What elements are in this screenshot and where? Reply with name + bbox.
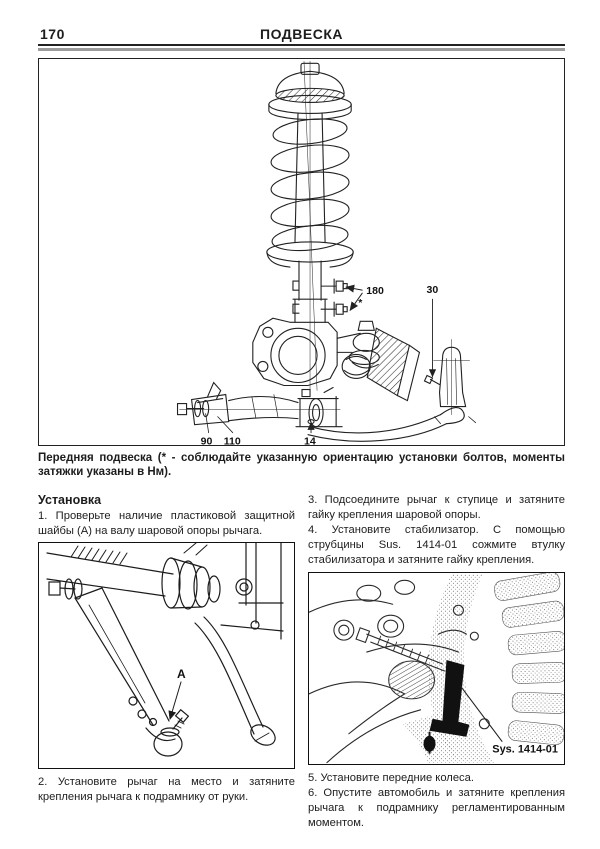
section-title: Установка [38,493,102,507]
asterisk-mark: * [358,297,363,310]
step-4: 4. Установите стабилизатор. С помощью струбцины Sus. 1414-01 сожмите втулку стабилизатора и затяните гайку крепления. [308,524,565,566]
tool-label: Sys. 1414-01 [492,743,558,756]
page-number: 170 [40,26,65,42]
stabilizer-clamp-photo [309,573,564,764]
left-column [38,493,295,831]
figure-caption: Передняя подвеска (* - соблюдайте указанную ориентацию установки болтов, моменты затяжки указаны в Нм). [38,452,565,478]
torque-callout-180: 180 [366,285,384,298]
step-6: 6. Опустите автомобиль и затяните крепления рычага к подрамнику регламентированным моментом. [308,787,565,829]
step-1: 1. Проверьте наличие пластиковой защитной шайбы (А) на валу шаровой опоры рычага. [38,510,295,537]
torque-callout-90: 90 [200,435,213,445]
main-suspension-figure [38,58,565,446]
washer-label-a: A [177,667,186,681]
torque-callout-30: 30 [426,284,439,297]
step-2: 2. Установите рычаг на место и затяните крепления рычага к подрамнику от руки. [38,776,295,803]
torque-callout-110: 110 [223,435,241,445]
stabilizer-clamp-figure [308,572,565,765]
step-5: 5. Установите передние колеса. [308,772,474,784]
control-arm-figure [38,542,295,769]
step-3: 3. Подсоедините рычаг к ступице и затяните гайку крепления шаровой опоры. [308,494,565,521]
page-header [38,24,565,46]
control-arm-drawing [39,543,294,768]
manual-page [38,24,565,831]
header-rule [38,48,565,51]
right-column [308,493,565,831]
page-title: ПОДВЕСКА [260,26,343,42]
instruction-columns [38,493,565,831]
torque-callout-14: 14 [304,435,316,445]
front-suspension-drawing [39,59,564,445]
